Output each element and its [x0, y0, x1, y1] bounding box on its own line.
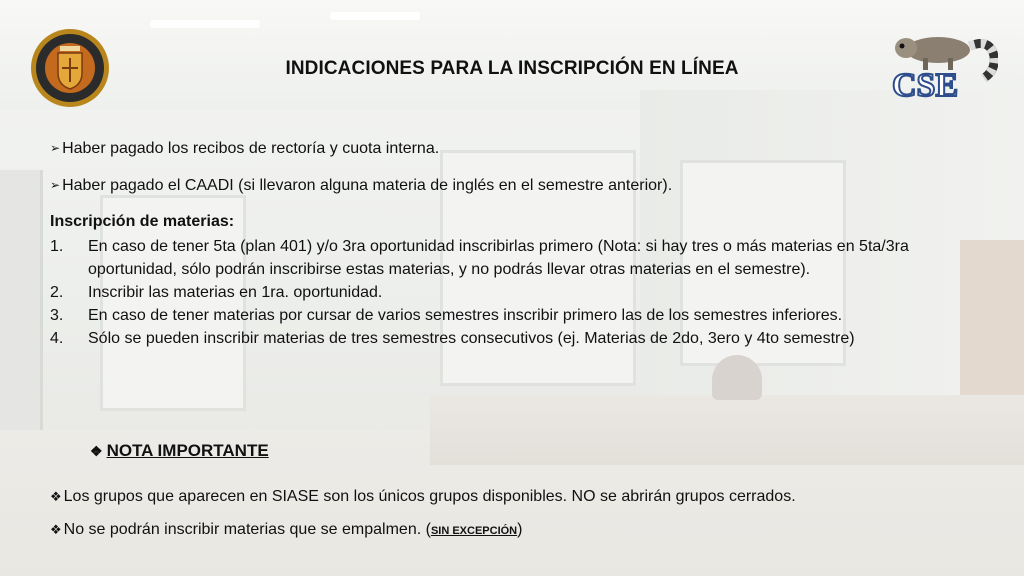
cse-logo-text: CSE [892, 67, 959, 104]
step-number: 1. [50, 238, 64, 255]
list-item [50, 304, 930, 327]
person-at-counter [712, 355, 762, 400]
step-text: En caso de tener materias por cursar de varios semestres inscribir primero las de los semestres inferiores. [88, 307, 843, 324]
step-number: 2. [50, 284, 64, 301]
diamond-bullet-icon: ❖ [90, 443, 103, 459]
note-text: No se podrán inscribir materias que se empalmen. ( [63, 521, 431, 538]
service-counter [430, 395, 1024, 465]
note-heading-text: NOTA IMPORTANTE [106, 441, 269, 460]
list-item [50, 327, 930, 350]
requirement-text: Haber pagado los recibos de rectoría y cuota interna. [62, 140, 440, 157]
note-item [50, 488, 796, 506]
list-item [50, 235, 930, 281]
requirement-item [50, 140, 439, 158]
step-text: En caso de tener 5ta (plan 401) y/o 3ra oportunidad inscribirlas primero (Nota: si hay tres o más materias en 5ta/3ra oportunidad, sólo podrán inscribirse estas materias, y no podrás llevar otras materias en el semestre). [88, 238, 909, 278]
list-item [50, 281, 930, 304]
page-title: INDICACIONES PARA LA INSCRIPCIÓN EN LÍNEA [285, 58, 739, 79]
enrollment-heading: Inscripción de materias: [50, 213, 235, 230]
diamond-bullet-icon: ❖ [50, 522, 62, 537]
cabinet [960, 240, 1024, 420]
step-number: 3. [50, 307, 64, 324]
requirement-text: Haber pagado el CAADI (si llevaron alguna materia de inglés en el semestre anterior). [62, 177, 673, 194]
step-number: 4. [50, 330, 64, 347]
note-item [50, 521, 522, 539]
ceiling-light [150, 20, 260, 28]
diamond-bullet-icon: ❖ [50, 489, 62, 504]
note-heading [90, 441, 269, 461]
closing-paren: ) [517, 521, 523, 538]
ceiling-light [330, 12, 420, 20]
door [0, 170, 43, 430]
exception-label: SIN EXCEPCIÓN [430, 525, 518, 537]
step-text: Inscribir las materias en 1ra. oportunidad. [88, 284, 383, 301]
step-text: Sólo se pueden inscribir materias de tres semestres consecutivos (ej. Materias de 2do, 3ero y 4to semestre) [88, 330, 855, 347]
arrow-bullet-icon: ➢ [50, 141, 61, 155]
arrow-bullet-icon: ➢ [50, 178, 61, 192]
requirement-item [50, 177, 672, 195]
note-text: Los grupos que aparecen en SIASE son los únicos grupos disponibles. NO se abrirán grupos cerrados. [63, 488, 796, 505]
enrollment-steps-list [50, 235, 930, 350]
